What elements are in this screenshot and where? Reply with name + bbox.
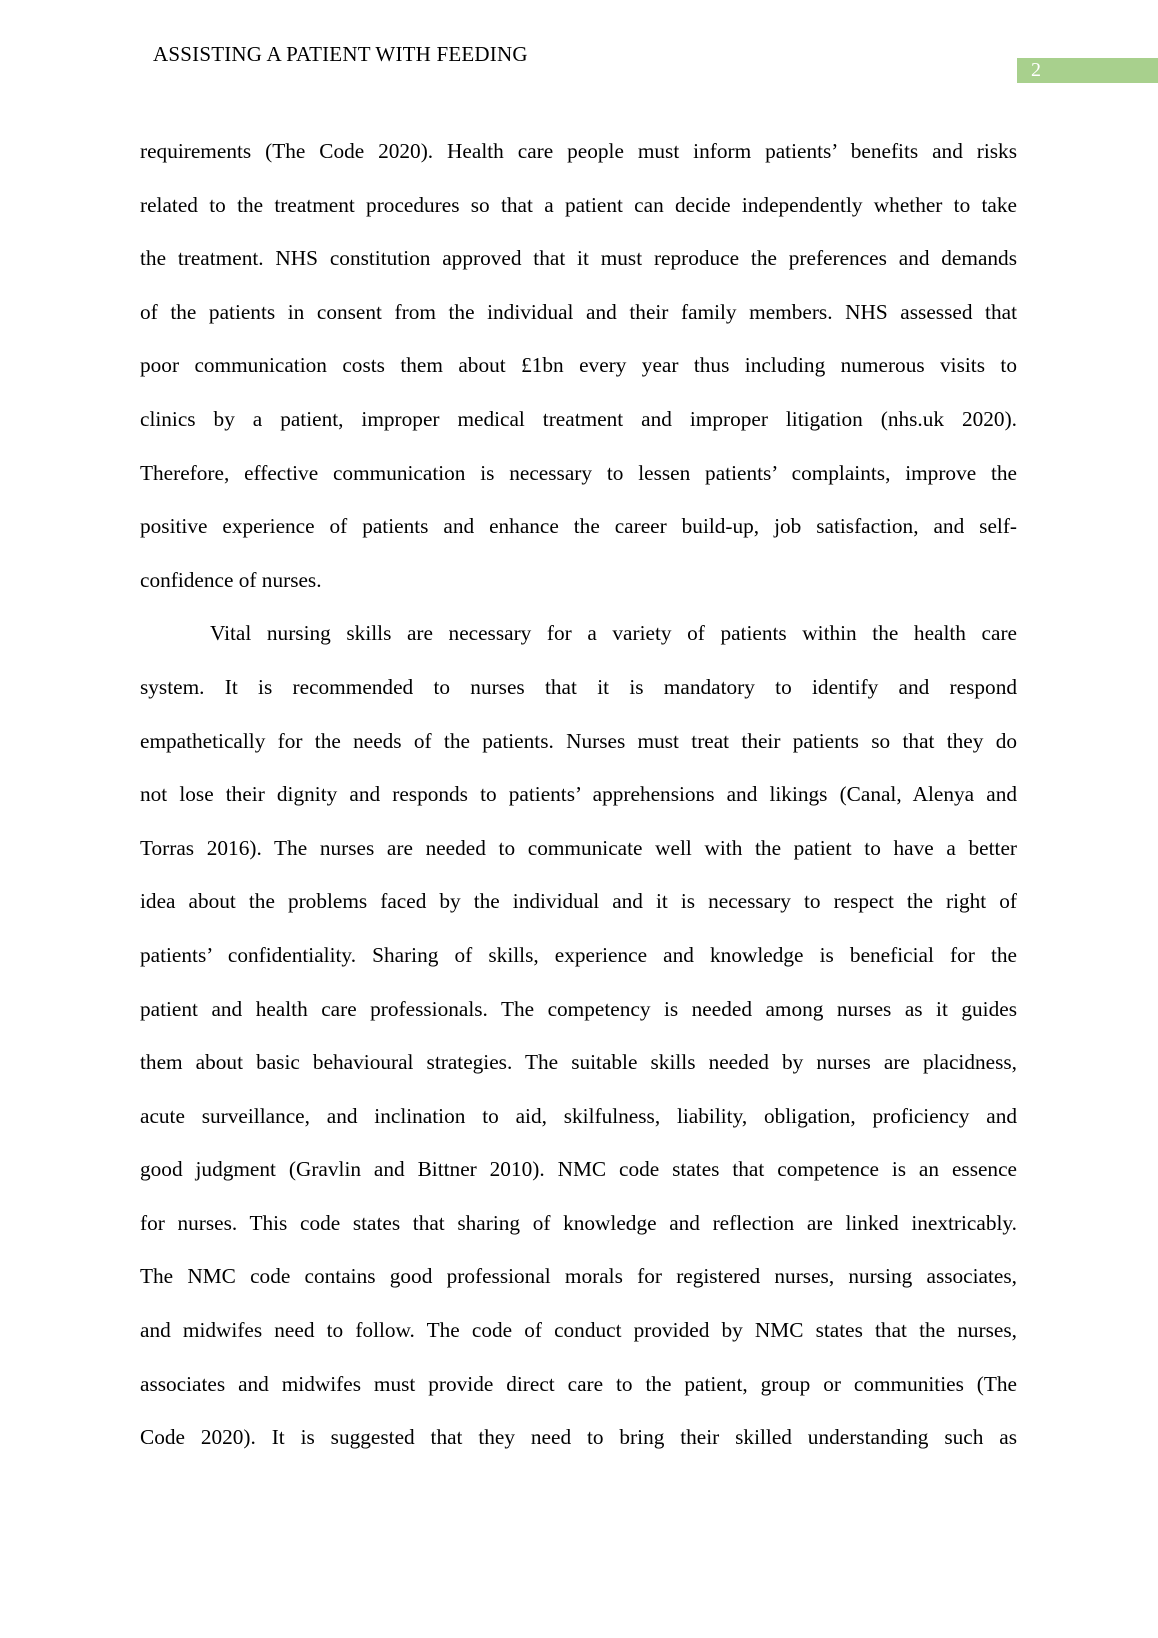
paragraph-2-line: for nurses. This code states that sharing of knowledge and reflection are linked inextricably.	[140, 1210, 1017, 1235]
page-number: 2	[1031, 59, 1041, 81]
page-number-bar	[1017, 58, 1158, 83]
paragraph-2-line: not lose their dignity and responds to patients’ apprehensions and likings (Canal, Alenya and	[140, 782, 1017, 807]
paragraph-1-line: of the patients in consent from the individual and their family members. NHS assessed that	[140, 299, 1017, 324]
paragraph-2-line: patient and health care professionals. The competency is needed among nurses as it guides	[140, 996, 1017, 1021]
paragraph-1-line: Therefore, effective communication is necessary to lessen patients’ complaints, improve the	[140, 460, 1017, 485]
paragraph-1-line: requirements (The Code 2020). Health care people must inform patients’ benefits and risks	[140, 139, 1017, 163]
paragraph-2-line: good judgment (Gravlin and Bittner 2010). NMC code states that competence is an essence	[140, 1157, 1017, 1182]
paragraph-1-line: positive experience of patients and enhance the career build-up, job satisfaction, and self-	[140, 514, 1017, 539]
paragraph-2-line: associates and midwifes must provide direct care to the patient, group or communities (The	[140, 1371, 1017, 1396]
paragraph-2-line: system. It is recommended to nurses that it is mandatory to identify and respond	[140, 674, 1017, 699]
paragraph-1-line: confidence of nurses.	[140, 567, 322, 592]
paragraph-2-line: acute surveillance, and inclination to aid, skilfulness, liability, obligation, proficiency and	[140, 1103, 1017, 1128]
paragraph-2-line: patients’ confidentiality. Sharing of skills, experience and knowledge is beneficial for the	[140, 942, 1017, 967]
paragraph-2-line: Code 2020). It is suggested that they need to bring their skilled understanding such as	[140, 1425, 1017, 1450]
paragraph-2-line: Vital nursing skills are necessary for a variety of patients within the health care	[210, 621, 1017, 646]
paragraph-2-line: The NMC code contains good professional morals for registered nurses, nursing associates,	[140, 1264, 1017, 1289]
paragraph-2-line: idea about the problems faced by the individual and it is necessary to respect the right of	[140, 889, 1017, 914]
paragraph-2-line: empathetically for the needs of the patients. Nurses must treat their patients so that they do	[140, 728, 1017, 753]
paragraph-1-line: poor communication costs them about £1bn every year thus including numerous visits to	[140, 353, 1017, 378]
paragraph-2-line: and midwifes need to follow. The code of conduct provided by NMC states that the nurses,	[140, 1318, 1017, 1343]
paragraph-1-line: clinics by a patient, improper medical treatment and improper litigation (nhs.uk 2020).	[140, 406, 1017, 431]
running-head: ASSISTING A PATIENT WITH FEEDING	[153, 42, 528, 66]
body-text	[140, 125, 1017, 1465]
paragraph-2-line: them about basic behavioural strategies. The suitable skills needed by nurses are placidness,	[140, 1050, 1017, 1075]
paragraph-1-line: related to the treatment procedures so that a patient can decide independently whether to take	[140, 192, 1017, 217]
paragraph-1-line: the treatment. NHS constitution approved that it must reproduce the preferences and demands	[140, 246, 1017, 271]
paragraph-2-line: Torras 2016). The nurses are needed to communicate well with the patient to have a better	[140, 835, 1017, 860]
